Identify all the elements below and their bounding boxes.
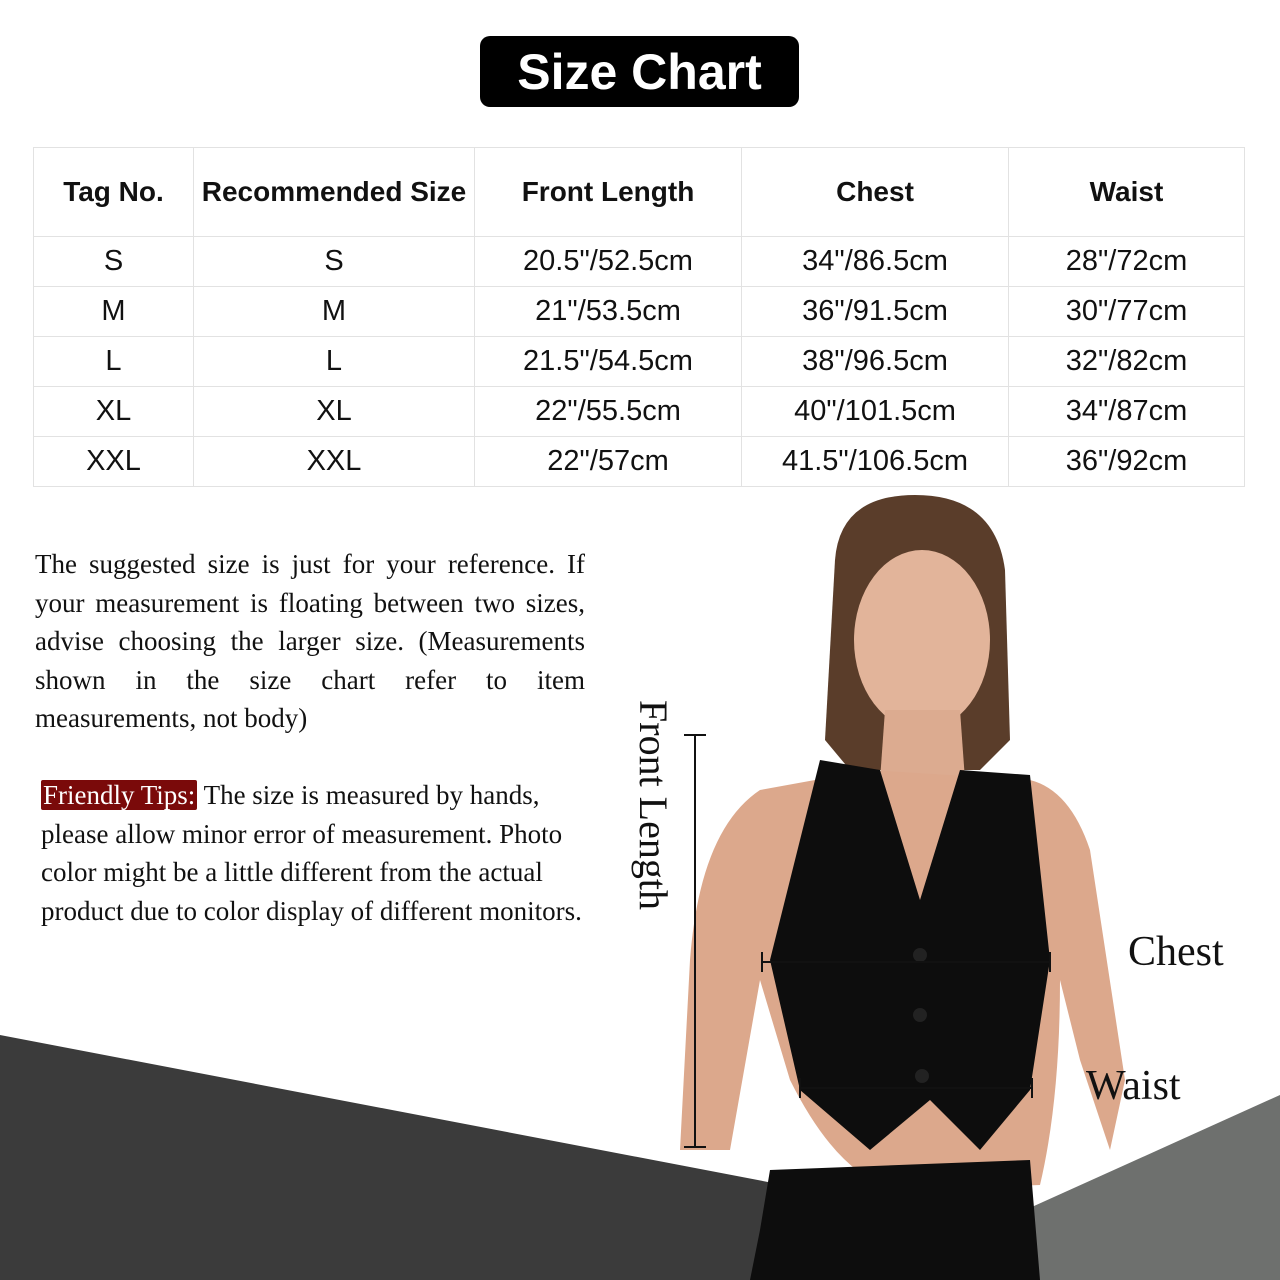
cell-front-length: 20.5"/52.5cm bbox=[475, 237, 742, 287]
cell-front-length: 21"/53.5cm bbox=[475, 287, 742, 337]
front-length-label: Front Length bbox=[631, 700, 676, 910]
cell-tag-no: S bbox=[34, 237, 194, 287]
cell-chest: 41.5"/106.5cm bbox=[742, 437, 1009, 487]
cell-chest: 38"/96.5cm bbox=[742, 337, 1009, 387]
cell-recommended-size: S bbox=[194, 237, 475, 287]
size-description: The suggested size is just for your reference. If your measurement is floating between two sizes, advise choosing the larger size. (Measurements shown in the size chart refer to item measurements, not body) bbox=[35, 549, 585, 733]
cell-front-length: 22"/57cm bbox=[475, 437, 742, 487]
cell-recommended-size: M bbox=[194, 287, 475, 337]
cell-waist: 32"/82cm bbox=[1009, 337, 1245, 387]
header-chest: Chest bbox=[742, 148, 1009, 237]
cell-front-length: 22"/55.5cm bbox=[475, 387, 742, 437]
cell-tag-no: L bbox=[34, 337, 194, 387]
waist-label: Waist bbox=[1086, 1063, 1181, 1109]
header-tag-no: Tag No. bbox=[34, 148, 194, 237]
cell-waist: 28"/72cm bbox=[1009, 237, 1245, 287]
header-front-length: Front Length bbox=[475, 148, 742, 237]
cell-recommended-size: XXL bbox=[194, 437, 475, 487]
header-waist: Waist bbox=[1009, 148, 1245, 237]
cell-tag-no: XXL bbox=[34, 437, 194, 487]
cell-waist: 30"/77cm bbox=[1009, 287, 1245, 337]
cell-chest: 40"/101.5cm bbox=[742, 387, 1009, 437]
cell-recommended-size: L bbox=[194, 337, 475, 387]
cell-waist: 36"/92cm bbox=[1009, 437, 1245, 487]
cell-recommended-size: XL bbox=[194, 387, 475, 437]
tips-label: Friendly Tips: bbox=[43, 780, 196, 810]
cell-tag-no: XL bbox=[34, 387, 194, 437]
cell-waist: 34"/87cm bbox=[1009, 387, 1245, 437]
cell-chest: 34"/86.5cm bbox=[742, 237, 1009, 287]
tips-text: The size is measured by hands, please allow minor error of measurement. Photo color might be a little different from the actual product due to color display of different monitors. bbox=[41, 780, 582, 926]
cell-front-length: 21.5"/54.5cm bbox=[475, 337, 742, 387]
chest-label: Chest bbox=[1128, 929, 1224, 975]
header-recommended-size: Recommended Size bbox=[194, 148, 475, 237]
page-title: Size Chart bbox=[480, 36, 799, 107]
cell-chest: 36"/91.5cm bbox=[742, 287, 1009, 337]
cell-tag-no: M bbox=[34, 287, 194, 337]
